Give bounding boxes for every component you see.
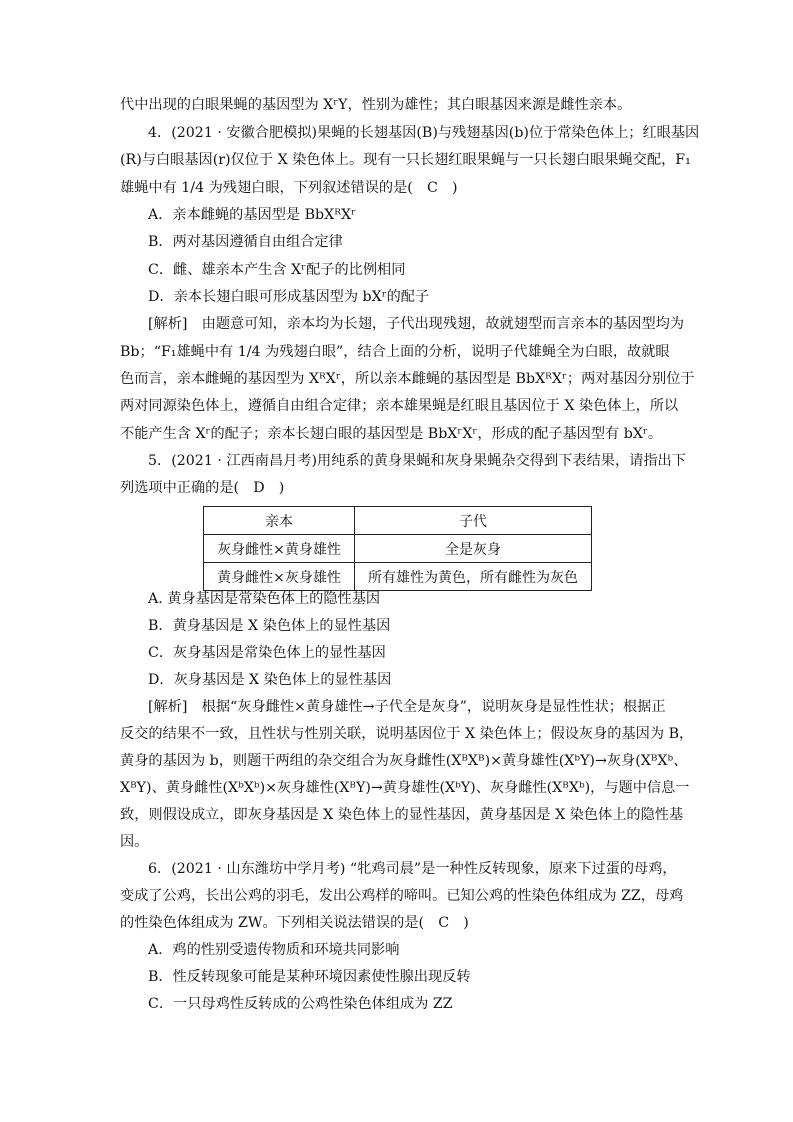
table-header-row bbox=[204, 507, 592, 535]
option-c: C．雌、雄亲本产生含 Xʳ配子的比例相同 bbox=[148, 262, 406, 278]
option-c: C．一只母鸡性反转成的公鸡性染色体组成为 ZZ bbox=[148, 996, 453, 1012]
question-5-stem: 5．(2021 · 江西南昌月考)用纯系的黄身果蝇和灰身果蝇杂交得到下表结果，请指出下 bbox=[148, 453, 686, 469]
table-row bbox=[204, 535, 592, 563]
text-line: 的性染色体组成为 ZW。下列相关说法错误的是( C ) bbox=[120, 915, 469, 931]
text-line: 列选项中正确的是( D ) bbox=[120, 480, 285, 496]
text-line: 雄蝇中有 1/4 为残翅白眼，下列叙述错误的是( C ) bbox=[120, 180, 458, 196]
option-a: A. 黄身基因是常染色体上的隐性基因 bbox=[148, 591, 381, 607]
table-header: 亲本 bbox=[204, 507, 355, 535]
analysis-line: 两对同源染色体上，遵循自由组合定律；亲本雄果蝇是红眼且基因位于 X 染色体上，所以 bbox=[120, 398, 679, 414]
analysis-line: XᴮY)、黄身雌性(XᵇXᵇ)×灰身雄性(XᴮY)→黄身雄性(XᵇY)、灰身雌性(XᴮXᵇ)，与题中信息一 bbox=[120, 780, 690, 796]
analysis-line: 色而言，亲本雌蝇的基因型为 XᴿXʳ，所以亲本雌蝇的基因型是 BbXᴿXʳ；两对基因分别位于 bbox=[120, 371, 695, 387]
option-c: C．灰身基因是常染色体上的显性基因 bbox=[148, 645, 386, 661]
option-d: D．亲本长翅白眼可形成基因型为 bXʳ的配子 bbox=[148, 289, 430, 305]
analysis-line: 因。 bbox=[120, 834, 149, 850]
table-cell: 全是灰身 bbox=[355, 535, 592, 563]
table-cell: 灰身雌性×黄身雄性 bbox=[204, 535, 355, 563]
table-row bbox=[204, 563, 592, 591]
text-line: 代中出现的白眼果蝇的基因型为 XʳY，性别为雄性；其白眼基因来源是雌性亲本。 bbox=[120, 97, 632, 113]
option-b: B．黄身基因是 X 染色体上的显性基因 bbox=[148, 618, 391, 634]
table-cell: 黄身雌性×灰身雄性 bbox=[204, 563, 355, 591]
analysis-line: [解析] 由题意可知，亲本均为长翅，子代出现残翅，故就翅型而言亲本的基因型均为 bbox=[148, 316, 685, 332]
text-line: (R)与白眼基因(r)仅位于 X 染色体上。现有一只长翅红眼果蝇与一只长翅白眼果蝇交配，F₁ bbox=[120, 152, 691, 168]
option-b: B．两对基因遵循自由组合定律 bbox=[148, 234, 343, 250]
question-6-stem: 6．(2021 · 山东潍坊中学月考) “牝鸡司晨”是一种性反转现象，原来下过蛋的母鸡， bbox=[148, 861, 677, 877]
question-4-stem: 4．(2021 · 安徽合肥模拟)果蝇的长翅基因(B)与残翅基因(b)位于常染色体上；红眼基因 bbox=[148, 125, 700, 141]
analysis-line: 反交的结果不一致，且性状与性别关联，说明基因位于 X 染色体上；假设灰身的基因为 B， bbox=[120, 726, 694, 742]
analysis-line: 致，则假设成立，即灰身基因是 X 染色体上的显性基因，黄身基因是 X 染色体上的隐性基 bbox=[120, 807, 684, 823]
table-header: 子代 bbox=[355, 507, 592, 535]
text-line: 变成了公鸡，长出公鸡的羽毛，发出公鸡样的啼叫。已知公鸡的性染色体组成为 ZZ，母鸡 bbox=[120, 888, 684, 904]
analysis-line: [解析] 根据“灰身雌性×黄身雄性→子代全是灰身”，说明灰身是显性性状；根据正 bbox=[148, 699, 666, 715]
option-b: B．性反转现象可能是某种环境因素使性腺出现反转 bbox=[148, 969, 471, 985]
cross-result-table bbox=[203, 506, 592, 591]
option-d: D．灰身基因是 X 染色体上的显性基因 bbox=[148, 672, 392, 688]
table-cell: 所有雄性为黄色，所有雌性为灰色 bbox=[355, 563, 592, 591]
analysis-line: 不能产生含 Xʳ的配子；亲本长翅白眼的基因型是 BbXʳXʳ，形成的配子基因型有 bXʳ。 bbox=[120, 426, 663, 442]
option-a: A．鸡的性别受遗传物质和环境共同影响 bbox=[148, 942, 400, 958]
option-a: A．亲本雌蝇的基因型是 BbXᴿXʳ bbox=[148, 207, 356, 223]
analysis-line: Bb；“F₁雄蝇中有 1/4 为残翅白眼”，结合上面的分析，说明子代雄蝇全为白眼，故就眼 bbox=[120, 344, 670, 360]
analysis-line: 黄身的基因为 b，则题干两组的杂交组合为灰身雌性(XᴮXᴮ)×黄身雄性(XᵇY)→灰身(XᴮXᵇ、 bbox=[120, 753, 688, 769]
